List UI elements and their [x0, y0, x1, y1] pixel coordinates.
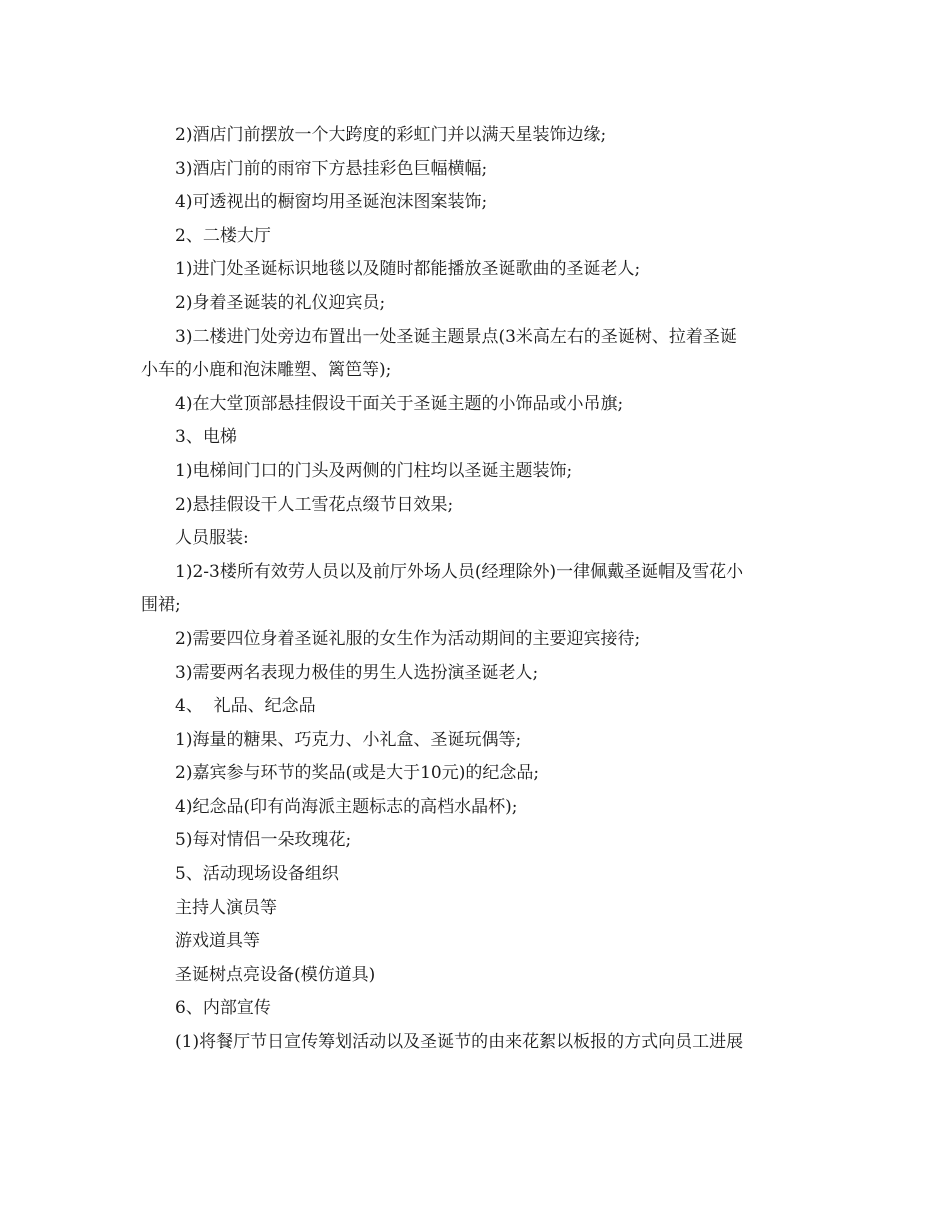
- paragraph-line: 游戏道具等: [175, 931, 260, 952]
- section-heading: 人员服装:: [175, 528, 249, 549]
- paragraph-line: 2)身着圣诞装的礼仪迎宾员;: [175, 292, 386, 313]
- paragraph-line: 3)二楼进门处旁边布置出一处圣诞主题景点(3米高左右的圣诞树、拉着圣诞: [175, 326, 737, 347]
- paragraph-line: 2)嘉宾参与环节的奖品(或是大于10元)的纪念品;: [175, 763, 540, 784]
- paragraph-line: 5)每对情侣一朵玫瑰花;: [175, 830, 352, 851]
- section-heading: 6、内部宣传: [175, 998, 271, 1019]
- section-heading: 3、电梯: [175, 427, 237, 448]
- section-heading: 4、 礼品、纪念品: [175, 696, 316, 717]
- paragraph-line: 1)海量的糖果、巧克力、小礼盒、圣诞玩偶等;: [175, 729, 522, 750]
- paragraph-line: 4)可透视出的橱窗均用圣诞泡沫图案装饰;: [175, 192, 488, 213]
- paragraph-line: (1)将餐厅节日宣传筹划活动以及圣诞节的由来花絮以板报的方式向员工进展: [175, 1032, 744, 1053]
- paragraph-line: 3)酒店门前的雨帘下方悬挂彩色巨幅横幅;: [175, 158, 488, 179]
- paragraph-line: 围裙;: [141, 595, 181, 616]
- paragraph-line: 1)电梯间门口的门头及两侧的门柱均以圣诞主题装饰;: [175, 460, 573, 481]
- paragraph-line: 4)在大堂顶部悬挂假设干面关于圣诞主题的小饰品或小吊旗;: [175, 393, 624, 414]
- paragraph-line: 4)纪念品(印有尚海派主题标志的高档水晶杯);: [175, 796, 518, 817]
- paragraph-line: 2)悬挂假设干人工雪花点缀节日效果;: [175, 494, 454, 515]
- paragraph-line: 1)进门处圣诞标识地毯以及随时都能播放圣诞歌曲的圣诞老人;: [175, 259, 641, 280]
- paragraph-line: 小车的小鹿和泡沫雕塑、篱笆等);: [141, 360, 392, 381]
- paragraph-line: 1)2-3楼所有效劳人员以及前厅外场人员(经理除外)一律佩戴圣诞帽及雪花小: [175, 561, 744, 582]
- paragraph-line: 主持人演员等: [175, 897, 277, 918]
- document-body: [141, 119, 813, 1060]
- paragraph-line: 2)酒店门前摆放一个大跨度的彩虹门并以满天星装饰边缘;: [175, 125, 607, 145]
- paragraph-line: 圣诞树点亮设备(模仿道具): [175, 964, 376, 985]
- paragraph-line: 3)需要两名表现力极佳的男生人选扮演圣诞老人;: [175, 662, 539, 683]
- section-heading: 2、二楼大厅: [175, 225, 271, 246]
- section-heading: 5、活动现场设备组织: [175, 864, 339, 885]
- paragraph-line: 2)需要四位身着圣诞礼服的女生作为活动期间的主要迎宾接待;: [175, 628, 641, 649]
